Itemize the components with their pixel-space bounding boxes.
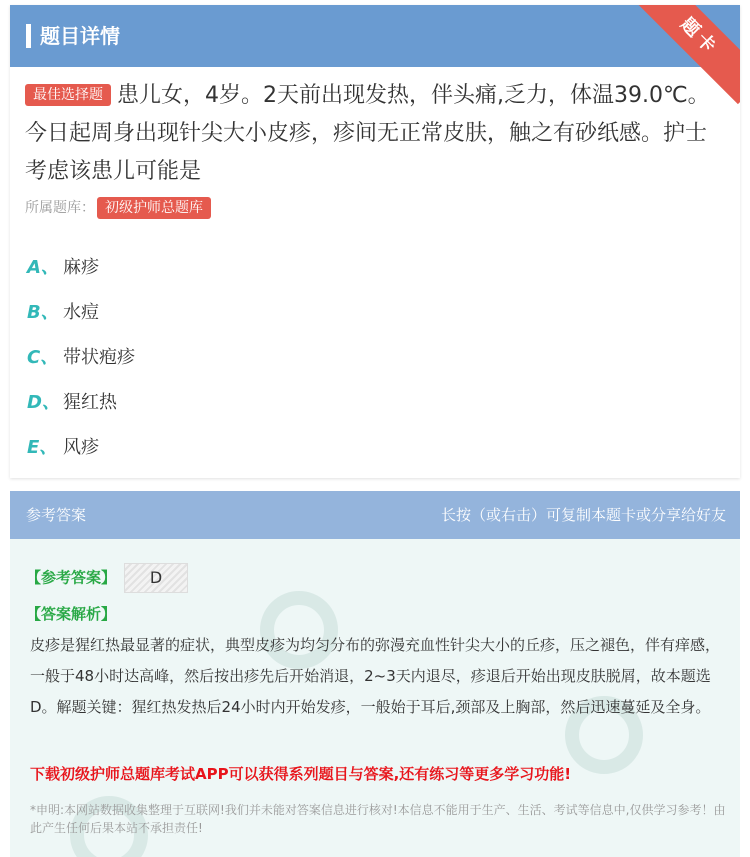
answer-header: [10, 491, 740, 539]
app-promo-link[interactable]: 下载初级护师总题库考试APP可以获得系列题目与答案,还有练习等更多学习功能!: [30, 765, 572, 783]
question-card: [10, 5, 740, 478]
bank-label: 所属题库：: [25, 200, 95, 216]
corner-ribbon: 题卡: [632, 5, 740, 104]
reference-answer-label: 【参考答案】: [26, 568, 117, 587]
option-b[interactable]: B、 水痘: [27, 302, 99, 323]
question-text: 患儿女，4岁。2天前出现发热，伴头痛,乏力，体温39.0℃。今日起周身出现针尖大小皮疹，疹间无正常皮肤，触之有砂纸感。护士考虑该患儿可能是: [25, 83, 710, 184]
answer-header-title: 参考答案: [26, 506, 87, 524]
disclaimer-text: *申明:本网站数据收集整理于互联网!我们并未能对答案信息进行核对!本信息不能用于生产、生活、考试等信息中,仅供学习参考！由此产生任何后果本站不承担责任!: [30, 803, 726, 835]
analysis-text: 皮疹是猩红热最显著的症状，典型皮疹为均匀分布的弥漫充血性针尖大小的丘疹，压之褪色，伴有痒感，一般于48小时达高峰，然后按出疹先后开始消退，2~3天内退尽，疹退后开始出现皮肤脱屑，故本题选D。解题关键：猩红热发热后24小时内开始发疹，一般始于耳后,颈部及上胸部，然后迅速蔓延及全身。: [30, 636, 721, 716]
option-c[interactable]: C、 带状疱疹: [27, 347, 135, 368]
card-header: [10, 5, 740, 67]
answer-image: D: [124, 563, 188, 593]
share-hint: 长按（或右击）可复制本题卡或分享给好友: [440, 506, 726, 524]
answer-panel: [10, 491, 740, 857]
analysis-heading: 【答案解析】: [26, 605, 117, 623]
question-stem: [25, 77, 725, 191]
header-bar-icon: [26, 24, 31, 48]
reference-answer: [26, 563, 188, 593]
option-a[interactable]: A、 麻疹: [27, 257, 99, 278]
option-d[interactable]: D、 猩红热: [27, 392, 117, 413]
question-bank: [25, 195, 211, 221]
options-list: [27, 245, 135, 470]
question-type-badge: 最佳选择题: [25, 84, 111, 106]
bank-badge[interactable]: 初级护师总题库: [97, 197, 211, 219]
page-title: 题目详情: [40, 24, 120, 48]
option-e[interactable]: E、 风疹: [27, 437, 99, 458]
